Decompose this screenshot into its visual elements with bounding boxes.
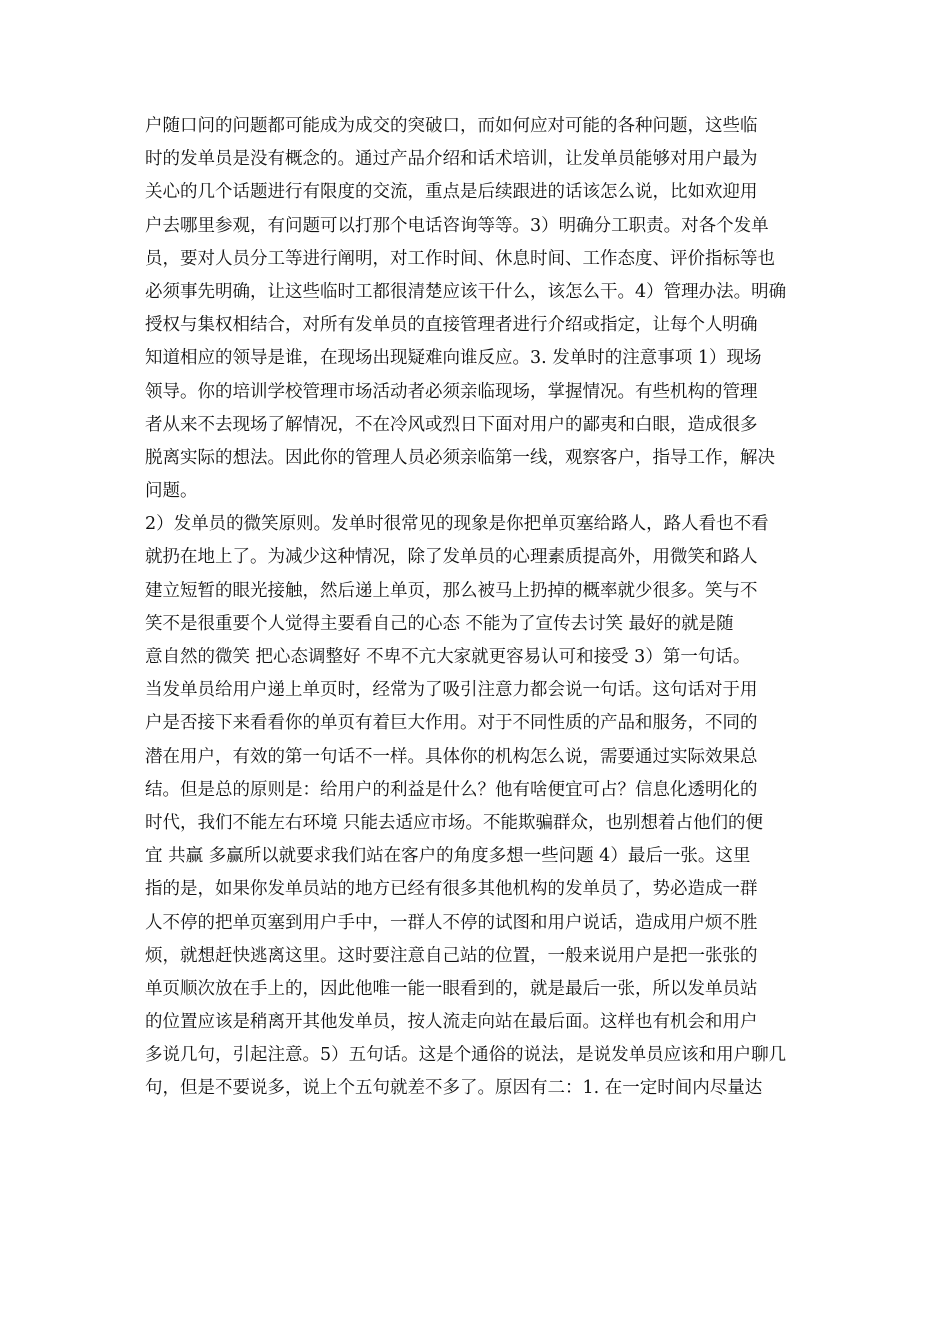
text-line-3: 关心的几个话题进行有限度的交流，重点是后续跟进的话该怎么说，比如欢迎用 bbox=[145, 182, 758, 203]
text-line-10: 者从来不去现场了解情况，不在冷风或烈日下面对用户的鄙夷和白眼，造成很多 bbox=[145, 414, 758, 435]
text-line-30: 句，但是不要说多，说上个五句就差不多了。原因有二：1. 在一定时间内尽量达 bbox=[145, 1078, 763, 1099]
text-line-27: 单页顺次放在手上的，因此他唯一能一眼看到的，就是最后一张，所以发单员站 bbox=[145, 978, 758, 999]
text-line-18: 当发单员给用户递上单页时，经常为了吸引注意力都会说一句话。这句话对于用 bbox=[145, 680, 758, 701]
text-line-29: 多说几句，引起注意。5）五句话。这是个通俗的说法，是说发单员应该和用户聊几 bbox=[145, 1045, 787, 1066]
text-line-6: 必须事先明确，让这些临时工都很清楚应该干什么，该怎么干。4）管理办法。明确 bbox=[145, 281, 787, 302]
text-line-5: 员，要对人员分工等进行阐明，对工作时间、休息时间、工作态度、评价指标等也 bbox=[145, 248, 775, 269]
text-line-2: 时的发单员是没有概念的。通过产品介绍和话术培训，让发单员能够对用户最为 bbox=[145, 149, 758, 170]
text-line-22: 时代，我们不能左右环境 只能去适应市场。不能欺骗群众，也别想着占他们的便 bbox=[145, 812, 764, 833]
text-line-20: 潜在用户，有效的第一句话不一样。具体你的机构怎么说，需要通过实际效果总 bbox=[145, 746, 758, 767]
text-line-12: 问题。 bbox=[145, 481, 198, 502]
text-line-19: 户是否接下来看看你的单页有着巨大作用。对于不同性质的产品和服务，不同的 bbox=[145, 713, 758, 734]
text-line-4: 户去哪里参观，有问题可以打那个电话咨询等等。3）明确分工职责。对各个发单 bbox=[145, 215, 769, 236]
text-line-25: 人不停的把单页塞到用户手中，一群人不停的试图和用户说话，造成用户烦不胜 bbox=[145, 912, 758, 933]
text-line-16: 笑不是很重要个人觉得主要看自己的心态 不能为了宣传去讨笑 最好的就是随 bbox=[145, 613, 734, 634]
text-line-23: 宜 共赢 多赢所以就要求我们站在客户的角度多想一些问题 4）最后一张。这里 bbox=[145, 846, 751, 867]
text-line-28: 的位置应该是稍离开其他发单员，按人流走向站在最后面。这样也有机会和用户 bbox=[145, 1012, 758, 1033]
text-line-7: 授权与集权相结合，对所有发单员的直接管理者进行介绍或指定，让每个人明确 bbox=[145, 315, 758, 336]
text-line-21: 结。但是总的原则是：给用户的利益是什么？他有啥便宜可占？信息化透明化的 bbox=[145, 779, 758, 800]
body-text bbox=[145, 110, 825, 1106]
text-line-13: 2）发单员的微笑原则。发单时很常见的现象是你把单页塞给路人，路人看也不看 bbox=[145, 514, 769, 535]
text-line-1: 户随口问的问题都可能成为成交的突破口，而如何应对可能的各种问题，这些临 bbox=[145, 116, 758, 136]
text-line-14: 就扔在地上了。为减少这种情况，除了发单员的心理素质提高外，用微笑和路人 bbox=[145, 547, 758, 568]
text-line-15: 建立短暂的眼光接触，然后递上单页，那么被马上扔掉的概率就少很多。笑与不 bbox=[145, 580, 758, 601]
text-line-8: 知道相应的领导是谁，在现场出现疑难向谁反应。3. 发单时的注意事项 1）现场 bbox=[145, 348, 762, 369]
text-line-24: 指的是，如果你发单员站的地方已经有很多其他机构的发单员了，势必造成一群 bbox=[145, 879, 758, 900]
text-line-26: 烦，就想赶快逃离这里。这时要注意自己站的位置，一般来说用户是把一张张的 bbox=[145, 945, 758, 966]
text-line-11: 脱离实际的想法。因此你的管理人员必须亲临第一线，观察客户，指导工作，解决 bbox=[145, 447, 775, 468]
text-line-17: 意自然的微笑 把心态调整好 不卑不亢大家就更容易认可和接受 3）第一句话。 bbox=[145, 647, 751, 667]
text-line-9: 领导。你的培训学校管理市场活动者必须亲临现场，掌握情况。有些机构的管理 bbox=[145, 381, 758, 402]
